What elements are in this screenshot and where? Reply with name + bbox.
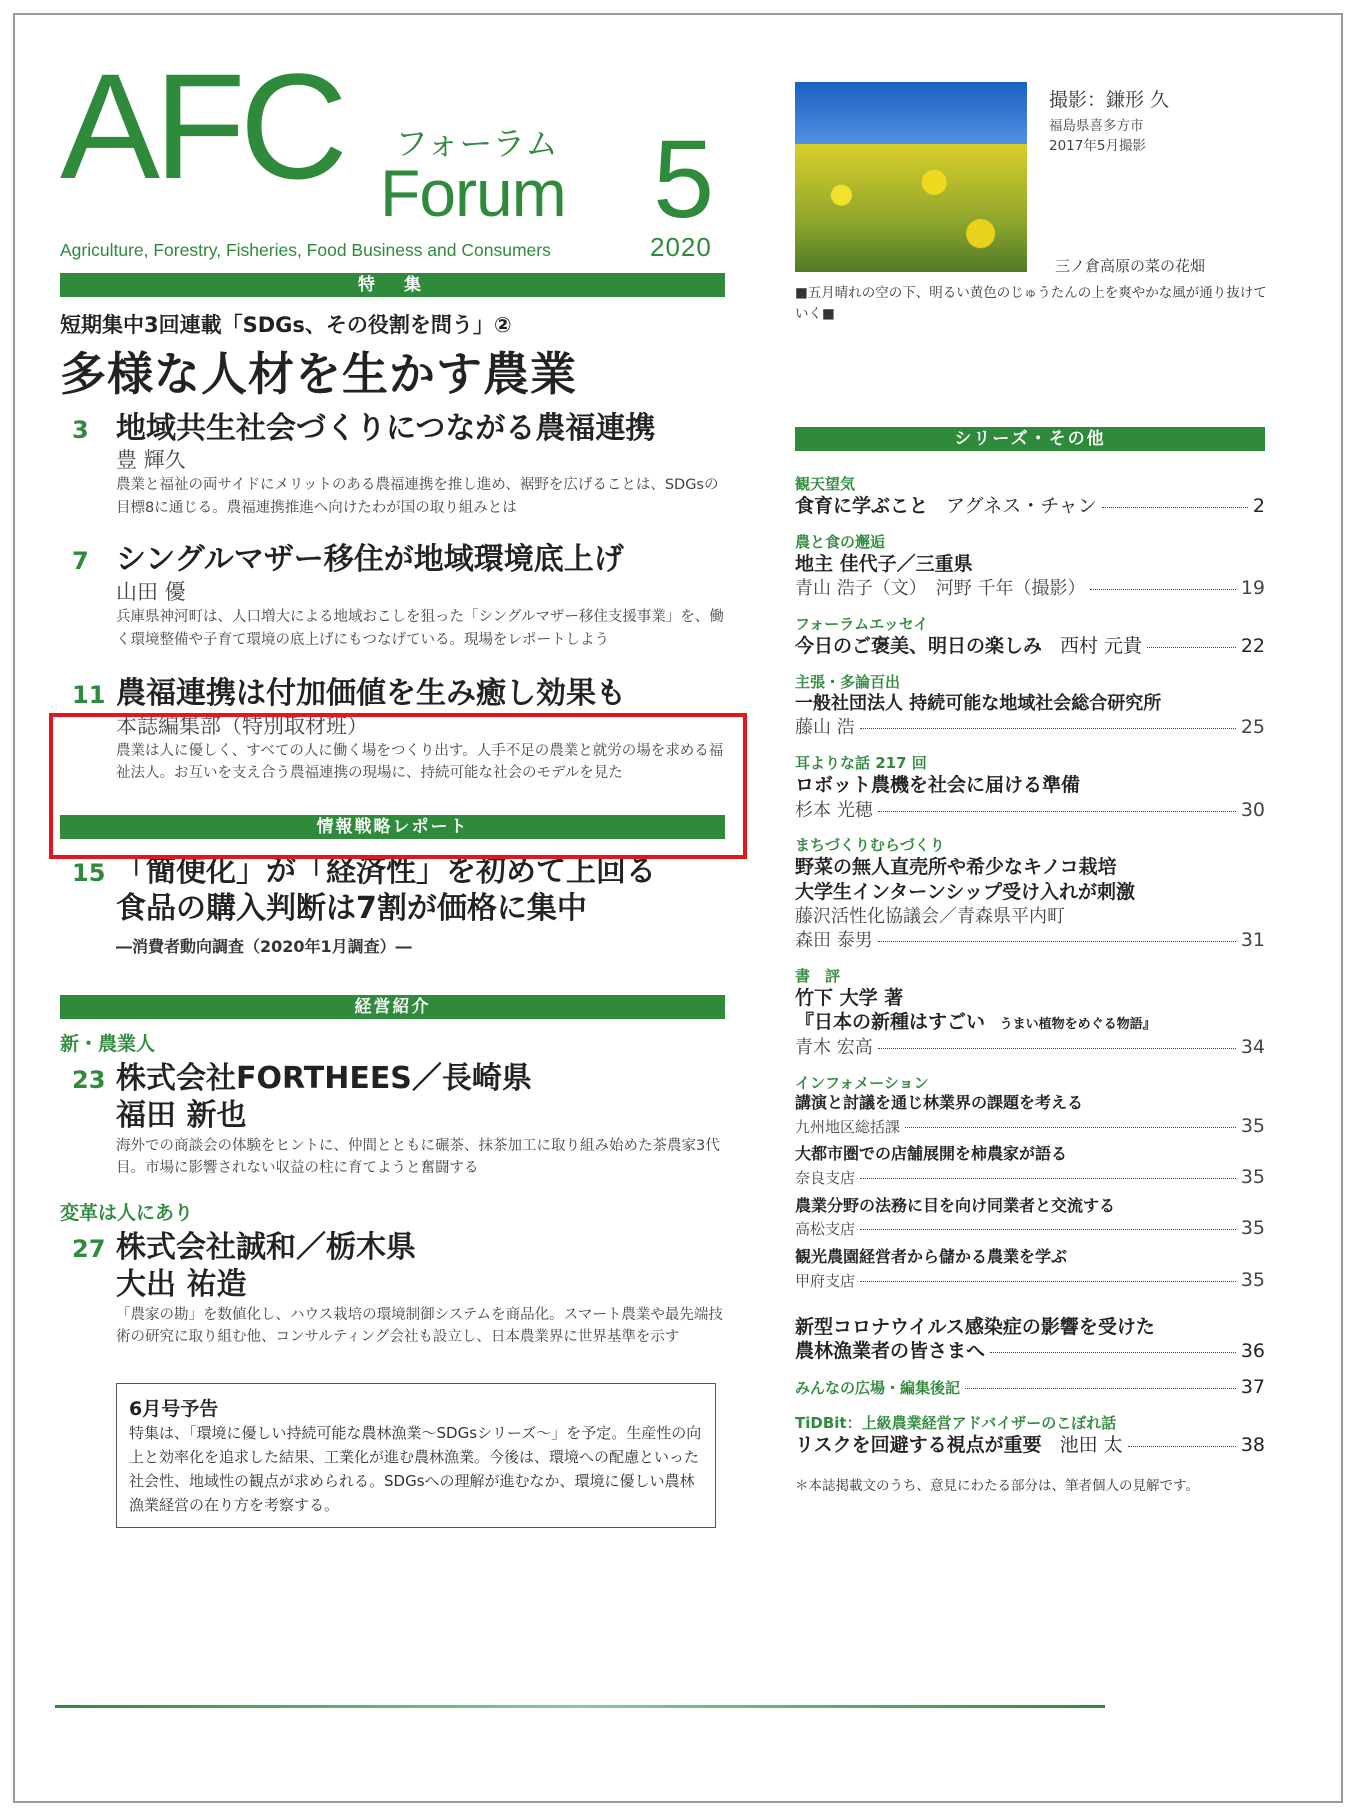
toc-entry[interactable]: [795, 1376, 1265, 1398]
toc-entry[interactable]: [795, 928, 1265, 953]
info-title[interactable]: 講演と討議を通じ林業界の課題を考える: [795, 1092, 1084, 1112]
toc-article[interactable]: [60, 541, 725, 651]
leader-dots: [1147, 647, 1236, 648]
leader-dots: [1090, 589, 1235, 590]
entry-page: 38: [1240, 1434, 1265, 1457]
toc-entry[interactable]: [795, 634, 1265, 659]
leader-dots: [905, 1127, 1236, 1128]
entry-author: 西村 元貴: [1060, 635, 1143, 658]
entry-page: 37: [1240, 1376, 1265, 1399]
corona-title-1[interactable]: 新型コロナウイルス感染症の影響を受けた: [795, 1315, 1155, 1338]
photo-place-1: 福島県喜多方市: [1049, 118, 1144, 134]
leader-dots: [878, 941, 1236, 942]
tidbit-title: リスクを回避する視点が重要: [795, 1434, 1042, 1457]
toc-entry[interactable]: [795, 494, 1265, 519]
info-sub: 高松支店: [795, 1220, 856, 1239]
entry-author: 青木 宏高: [795, 1037, 873, 1059]
entry-title[interactable]: 地主 佳代子／三重県: [795, 552, 973, 575]
entry-page: 19: [1240, 577, 1265, 600]
report-subtitle: ―消費者動向調査（2020年1月調査）―: [116, 936, 412, 956]
management-desc: 海外での商談会の体験をヒントに、仲間とともに碾茶、抹茶加工に取り組み始めた茶農家3代目。市場に影響されない収益の柱に育てようと奮闘する: [116, 1137, 720, 1177]
article-author: 本誌編集部（特別取材班）: [116, 713, 368, 738]
photo-field: [795, 144, 1027, 272]
toc-entry[interactable]: [795, 576, 1265, 601]
info-sub: 奈良支店: [795, 1169, 856, 1187]
issue-year: 2020: [650, 232, 712, 262]
info-title[interactable]: 観光農園経営者から儲かる農業を学ぶ: [795, 1247, 1068, 1267]
entry-sub: 藤沢活性化協議会／青森県平内町: [795, 905, 1065, 927]
toc-entry[interactable]: [795, 1433, 1265, 1458]
article-title: 農福連携は付加価値を生み癒し効果も: [116, 676, 626, 712]
series-toc: [795, 461, 1265, 1494]
management-category: 変革は人にあり: [60, 1201, 194, 1224]
article-desc: 農業と福祉の両サイドにメリットのある農福連携を推し進め、裾野を広げることは、SDGsの目標8に通じる。農福連携推進へ向けたわが国の取り組みとは: [116, 477, 719, 516]
article-title: 地域共生社会づくりにつながる農福連携: [116, 410, 656, 446]
toc-entry[interactable]: [795, 1165, 1265, 1190]
management-bar: 経営紹介: [60, 995, 725, 1019]
leader-dots: [1102, 507, 1248, 508]
issue-number: 5: [653, 118, 715, 241]
feature-series-line: 短期集中3回連載「SDGs、その役割を問う」②: [60, 313, 512, 337]
article-title: シングルマザー移住が地域環境底上げ: [116, 542, 624, 578]
leader-dots: [965, 1388, 1236, 1389]
info-sub: 九州地区総括課: [795, 1117, 901, 1136]
tidbit-label: TiDBit：上級農業経営アドバイザーのこぼれ話: [795, 1414, 1117, 1433]
entry-page: 22: [1240, 635, 1265, 658]
entry-title[interactable]: ロボット農機を社会に届ける準備: [795, 773, 1081, 796]
article-page: 3: [72, 415, 89, 444]
photo-credit: 撮影：鎌形 久: [1049, 89, 1170, 111]
report-title-1: 「簡便化」が「経済性」を初めて上回る: [116, 853, 656, 889]
section-label: 主張・多論百出: [795, 672, 901, 691]
toc-entry[interactable]: [795, 1216, 1265, 1241]
article-page: 7: [72, 547, 89, 576]
toc-article[interactable]: [60, 410, 725, 520]
entry-title: 食育に学ぶこと: [795, 495, 929, 517]
article-author: 山田 優: [116, 579, 186, 604]
entry-page: 34: [1240, 1036, 1265, 1059]
entry-page: 2: [1252, 495, 1265, 517]
report-page: 15: [72, 858, 106, 887]
leader-dots: [860, 1229, 1236, 1230]
info-title[interactable]: 大都市圏での店舗展開を柿農家が語る: [795, 1144, 1068, 1164]
management-title-2: 大出 祐造: [116, 1267, 247, 1303]
footer-rule: [55, 1705, 1105, 1708]
section-label: まちづくりむらづくり: [795, 836, 945, 855]
hiroba-label: みんなの広場・編集後記: [795, 1379, 961, 1398]
photo-caption: 三ノ倉高原の菜の花畑: [1055, 257, 1206, 275]
entry-title-2[interactable]: 大学生インターンシップ受け入れが刺激: [795, 880, 1136, 903]
entry-title: 今日のご褒美、明日の楽しみ: [795, 635, 1043, 658]
section-label: 耳よりな話 217 回: [795, 753, 927, 772]
management-category: 新・農業人: [60, 1032, 156, 1055]
entry-page: 30: [1240, 798, 1265, 821]
entry-title-2[interactable]: [795, 1010, 1265, 1035]
section-label: インフォメーション: [795, 1073, 929, 1092]
toc-entry[interactable]: [795, 1339, 1265, 1364]
entry-title[interactable]: 一般社団法人 持続可能な地域社会総合研究所: [795, 692, 1162, 714]
leader-dots: [878, 1048, 1236, 1049]
management-title-2: 福田 新也: [116, 1098, 247, 1134]
leader-dots: [860, 728, 1236, 729]
feature-bar: 特 集: [60, 273, 725, 297]
article-page: 11: [72, 681, 106, 710]
management-title-1: 株式会社FORTHEES／長崎県: [116, 1060, 532, 1096]
management-page: 23: [72, 1065, 106, 1094]
masthead: [60, 42, 725, 262]
info-title[interactable]: 農業分野の法務に目を向け同業者と交流する: [795, 1195, 1116, 1215]
entry-author: 青山 浩子（文） 河野 千年（撮影）: [795, 578, 1086, 600]
section-label: フォーラムエッセイ: [795, 615, 929, 634]
management-desc: 「農家の勘」を数値化し、ハウス栽培の環境制御システムを商品化。スマート農業や最先端技術の研究に取り組む他、コンサルティング会社も設立し、日本農業界に世界基準を示す: [116, 1306, 723, 1346]
section-label: 農と食の邂逅: [795, 532, 886, 551]
toc-management[interactable]: [60, 1060, 725, 1180]
toc-entry[interactable]: [795, 715, 1265, 740]
info-sub: 甲府支店: [795, 1271, 856, 1290]
management-title-1: 株式会社誠和／栃木県: [116, 1229, 416, 1265]
corona-title-2: 農林漁業者の皆さまへ: [795, 1340, 986, 1363]
report-bar: 情報戦略レポート: [60, 815, 725, 839]
section-label: 書 評: [795, 966, 841, 985]
entry-page: 35: [1240, 1114, 1265, 1137]
preview-text: 特集は、「環境に優しい持続可能な農林漁業～SDGsシリーズ～」を予定。生産性の向上と効率化を追求した結果、工業化が進む農林漁業。今後は、環境への配慮といった社会性、地域性の観点が求められる。SDGsへの理解が進むなか、環境に優しい農林漁業経営の在り方を考察する。: [129, 1423, 702, 1514]
toc-entry[interactable]: [795, 1035, 1265, 1060]
entry-title[interactable]: 野菜の無人直売所や希少なキノコ栽培: [795, 856, 1117, 879]
disclaimer-note: ＊本誌掲載文のうち、意見にわたる部分は、筆者個人の見解です。: [795, 1477, 1199, 1494]
entry-author: 杉本 光穂: [795, 799, 873, 821]
next-issue-preview: [116, 1383, 716, 1528]
toc-report[interactable]: [60, 853, 725, 957]
entry-page: 31: [1240, 928, 1265, 951]
tidbit-author: 池田 太: [1059, 1434, 1123, 1457]
photo-place-2: 2017年5月撮影: [1049, 137, 1146, 154]
photo-text: ■五月晴れの空の下、明るい黄色のじゅうたんの上を爽やかな風が通り抜けていく■: [795, 285, 1267, 322]
entry-author: アグネス・チャン: [946, 495, 1097, 517]
entry-page: 25: [1240, 716, 1265, 739]
toc-entry[interactable]: [795, 1268, 1265, 1293]
toc-entry[interactable]: [795, 1114, 1265, 1139]
logo-kana: フォーラム: [395, 124, 559, 163]
entry-page: 35: [1240, 1268, 1265, 1291]
book-title: 『日本の新種はすごい: [795, 1011, 986, 1034]
leader-dots: [878, 811, 1236, 812]
leader-dots: [860, 1281, 1236, 1282]
article-desc: 農業は人に優しく、すべての人に働く場をつくり出す。人手不足の農業と就労の場を求める福祉法人。お互いを支え合う農福連携の現場に、持続可能な社会のモデルを見た: [116, 742, 724, 782]
article-author: 豊 輝久: [116, 448, 186, 473]
entry-title[interactable]: 竹下 大学 著: [795, 986, 904, 1009]
book-subtitle: うまい植物をめぐる物語』: [999, 1017, 1156, 1033]
section-label: 観天望気: [795, 475, 856, 493]
entry-author: 森田 泰男: [795, 929, 873, 951]
series-bar: シリーズ・その他: [795, 427, 1265, 451]
entry-page: 36: [1240, 1340, 1265, 1363]
logo-afc: AFC: [60, 42, 342, 210]
entry-page: 35: [1240, 1166, 1265, 1188]
cover-photo: [795, 82, 1027, 272]
leader-dots: [990, 1352, 1236, 1353]
report-title-2: 食品の購入判断は7割が価格に集中: [116, 891, 587, 927]
magazine-contents-page: [13, 13, 1343, 1803]
entry-page: 35: [1240, 1217, 1265, 1240]
feature-title: 多様な人材を生かす農業: [60, 347, 577, 401]
article-desc: 兵庫県神河町は、人口増大による地域おこしを狙った「シングルマザー移住支援事業」を、働く環境整備や子育て環境の底上げにもつなげている。現場をレポートしよう: [116, 609, 724, 648]
management-page: 27: [72, 1234, 106, 1263]
logo-forum: Forum: [380, 156, 566, 230]
highlight-box: [49, 713, 747, 859]
toc-entry[interactable]: [795, 798, 1265, 823]
preview-heading: 6月号予告: [129, 1397, 219, 1420]
toc-management[interactable]: [60, 1229, 725, 1349]
photo-place: [1049, 117, 1146, 156]
leader-dots: [1128, 1446, 1236, 1447]
tagline: Agriculture, Forestry, Fisheries, Food Business and Consumers: [60, 240, 551, 260]
entry-author: 藤山 浩: [795, 717, 855, 739]
leader-dots: [860, 1178, 1236, 1179]
